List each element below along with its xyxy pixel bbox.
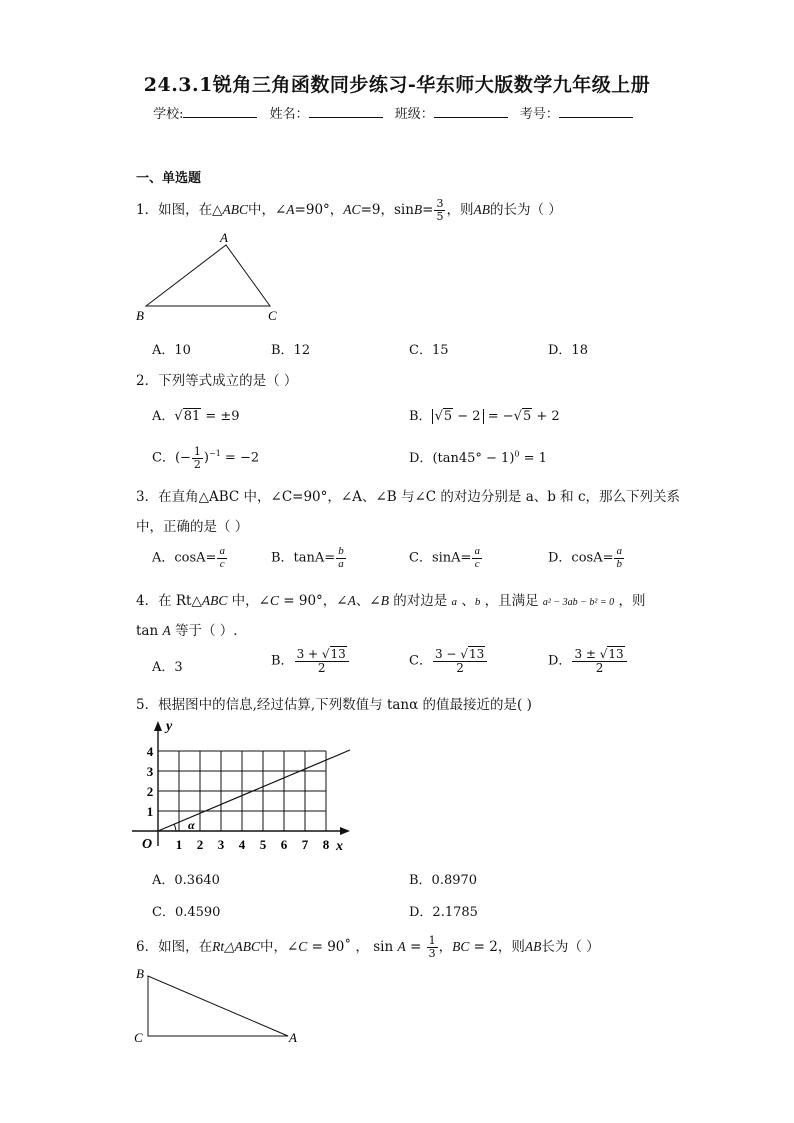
question-4-line-1: 4．在 Rt△ABC 中，∠C = 90°，∠A、∠B 的对边是 a 、b ，且满足 a² − 3ab − b² = 0 ，则 [136,593,646,609]
question-3-line-1: 3．在直角△ABC 中，∠C=90°，∠A、∠B 与∠C 的对边分别是 a、b 和 c，那么下列关系 [136,489,681,505]
q2-option-c[interactable]: C．(− $\frac{1}{2}$ )$^{-1}$ = −2 [152,445,260,471]
q4-option-d[interactable]: D． $\frac{3 \pm √13}{2}$ [548,648,628,674]
q1-option-c[interactable]: C．15 [409,343,449,358]
q5-y-tick-2: 2 [146,784,154,799]
q5-x-tick-2: 2 [196,837,204,852]
q1-option-d[interactable]: D．18 [548,343,588,358]
q5-x-tick-3: 3 [217,837,225,852]
q2-option-b[interactable]: B． √5 − 2 = −√5 + 2 [409,409,560,424]
q1-option-b[interactable]: B．12 [271,343,311,358]
q2-option-a[interactable]: A．√81 = ±9 [152,409,240,424]
question-4-line-2: tan A 等于（ ）. [136,623,238,639]
q5-grid [158,751,326,831]
q5-y-tick-4: 4 [146,744,154,759]
q5-angle-arc [174,824,176,831]
class-label: 班级： [394,107,434,122]
exam-number-blank[interactable] [559,105,633,118]
question-5: 5．根据图中的信息,经过估算,下列数值与 tanα 的值最接近的是( ) [136,697,532,713]
q5-origin-label: O [142,837,153,852]
q5-x-tick-4: 4 [238,837,246,852]
q5-x-tick-8: 8 [322,837,330,852]
q6-triangle-figure [128,962,308,1052]
q5-angle-label: α [188,818,195,832]
q5-x-tick-5: 5 [259,837,267,852]
q1-label-b: B [136,308,144,323]
q5-option-d[interactable]: D．2.1785 [409,905,478,920]
q4-option-a[interactable]: A．3 [152,660,183,675]
section-heading: 一、单选题 [136,171,202,186]
q5-x-label: x [336,839,343,854]
q1-label-a: A [220,230,228,245]
q5-x-arrow [340,827,350,835]
q3-option-b[interactable]: B．tanA= $\frac{b}{a}$ [271,545,344,570]
q1-fraction: $\frac{3}{5}$ [436,197,444,223]
q1-triangle [146,245,270,306]
q5-y-label: y [166,719,173,734]
q5-x-tick-1: 1 [175,837,183,852]
q5-y-tick-3: 3 [146,764,154,779]
q5-y-arrow [154,721,162,731]
name-label: 姓名： [269,107,309,122]
q6-triangle [148,976,288,1036]
q1-triangle-figure [130,228,290,323]
q5-option-a[interactable]: A．0.3640 [152,873,220,888]
q1-option-a[interactable]: A．10 [152,343,191,358]
q5-x-tick-6: 6 [280,837,288,852]
q3-option-a[interactable]: A．cosA= $\frac{a}{c}$ [152,545,225,570]
q5-y-tick-1: 1 [146,804,154,819]
class-blank[interactable] [434,105,508,118]
question-6: 6．如图，在Rt△ABC中，∠C = 90˚ ， sin A = $\frac{1}{3}$ ，BC = 2，则AB长为（ ） [136,934,600,960]
q5-grid-figure [128,716,358,856]
exam-number-label: 考号： [519,107,559,122]
q6-label-b: B [136,966,144,981]
q5-option-b[interactable]: B．0.8970 [409,873,478,888]
page-title: 24.3.1锐角三角函数同步练习-华东师大版数学九年级上册 [143,74,651,96]
q5-x-tick-7: 7 [301,837,309,852]
q4-option-b[interactable]: B． $\frac{3 + √13}{2}$ [271,648,350,674]
q2-option-d[interactable]: D．$(\tan 45^\circ - 1)^0 = 1$ [409,449,547,466]
q4-option-c[interactable]: C． $\frac{3 - √13}{2}$ [409,648,488,674]
q1-label-c: C [268,308,277,323]
question-2: 2．下列等式成立的是（ ） [136,373,298,389]
q3-option-d[interactable]: D．cosA= $\frac{a}{b}$ [548,545,622,570]
name-blank[interactable] [309,105,383,118]
q6-label-a: A [289,1030,297,1045]
question-1: 1．如图，在△ABC中，∠A=90°，AC=9，sinB= $\frac{3}{5}$ ，则AB的长为（ ） [136,197,562,223]
q6-label-c: C [134,1030,143,1045]
q5-option-c[interactable]: C．0.4590 [152,905,221,920]
q3-option-c[interactable]: C．sinA= $\frac{a}{c}$ [409,545,480,570]
school-label: 学校: [153,107,184,122]
school-blank[interactable] [183,105,257,118]
question-3-line-2: 中，正确的是（ ） [136,519,249,535]
student-info-line [0,103,794,122]
